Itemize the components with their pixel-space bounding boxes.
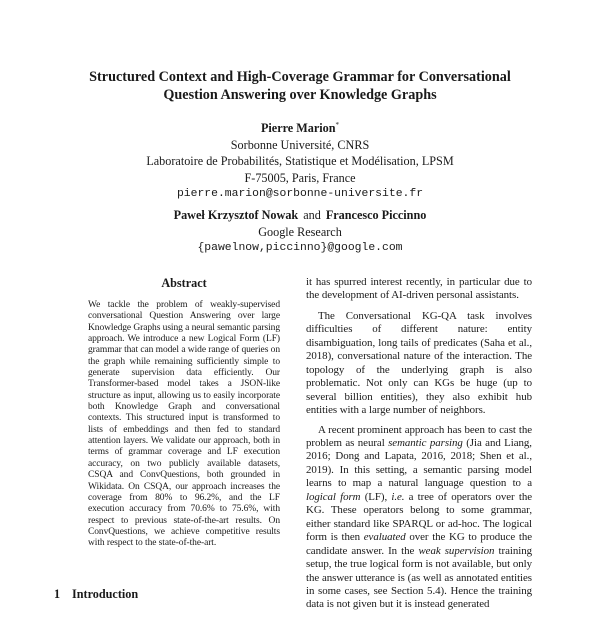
footnote-mark: * xyxy=(335,121,340,129)
section-number: 1 xyxy=(54,587,61,601)
author-email: {pawelnow,piccinno}@google.com xyxy=(197,242,403,255)
emphasis: i.e. xyxy=(391,490,405,503)
paragraph: A recent prominent approach has been to cast the problem as neural semantic parsing (Jia and Liang, 2016; Dong and Lapata, 2016, 2018; Shen et al., 2019). In this setting, a semantic parsing model learns to map a natural language question to a logical form (LF), i.e. a tree of operators over the KG. These operators belong to some grammar, either standard like SPARQL or ad-hoc. The logical form is then evaluated over the KG to produce the candidate answer. In the weak supervision training setup, the true logical form is not available, but only the answer utterance is (as well as annotated entities in some cases, see Section 5.4). Hence the training data is not given but it is instead generated xyxy=(306,423,532,611)
paragraph: it has spurred interest recently, in particular due to the development of AI-driven personal assistants. xyxy=(306,276,532,302)
abstract-heading: Abstract xyxy=(161,276,207,290)
author-name: Paweł Krzysztof Nowak xyxy=(173,208,299,222)
emphasis: evaluated xyxy=(363,531,406,544)
affiliation-line: Laboratoire de Probabilités, Statistique et Modélisation, LPSM xyxy=(146,154,454,169)
section-title: Introduction xyxy=(72,587,139,601)
title-line-1: Structured Context and High-Coverage Grammar for Conversational xyxy=(89,69,511,85)
author-email: pierre.marion@sorbonne-universite.fr xyxy=(176,188,424,201)
affiliation-line: Google Research xyxy=(258,224,342,239)
affiliation-line: F-75005, Paris, France xyxy=(244,170,356,185)
title-line-2: Question Answering over Knowledge Graphs xyxy=(163,87,437,103)
paper-title xyxy=(40,68,560,104)
author-block-1 xyxy=(40,117,560,203)
abstract-body: We tackle the problem of weakly-supervised conversational Question Answering over large Knowledge Graphs using a neural semantic parsing approach. We introduce a new Logical Form (LF) grammar that can model a wide range of queries on the graph while remaining sufficiently simple to generate supervision data efficiently. Our Transformer-based model takes a JSON-like structure as input, allowing us to easily incorporate both Knowledge Graph and conversational contexts. This structured input is transformed to lists of embeddings and then fed to standard attention layers. We validate our approach, both in terms of grammar coverage and LF execution accuracy, on two publicly available datasets, CSQA and ConvQuestions, both grounded in Wikidata. On CSQA, our approach increases the coverage from 80% to 96.2%, and the LF execution accuracy from 70.6% to 75.6%, with respect to previous state-of-the-art results. On ConvQuestions, we achieve competitive results with respect to the state-of-the-art. xyxy=(88,300,280,549)
author-conjunction: and xyxy=(303,208,321,222)
author-name: Pierre Marion xyxy=(260,121,336,136)
emphasis: logical form xyxy=(306,490,361,503)
paragraph: The Conversational KG-QA task involves difficulties of different nature: entity disambiguation, long tails of predicates (Saha et al., 2018), conversational nature of the interaction. The topology of the underlying graph is also problematic. Not only can KGs be huge (up to several billion entities), they also exhibit hub entities with a large number of neighbors. xyxy=(306,309,532,417)
affiliation-line: Sorbonne Université, CNRS xyxy=(230,137,370,152)
author-block-2 xyxy=(40,207,560,257)
emphasis: weak supervision xyxy=(418,544,495,557)
author-name: Francesco Piccinno xyxy=(325,208,427,222)
right-column xyxy=(306,276,532,618)
emphasis: semantic parsing xyxy=(388,436,463,449)
